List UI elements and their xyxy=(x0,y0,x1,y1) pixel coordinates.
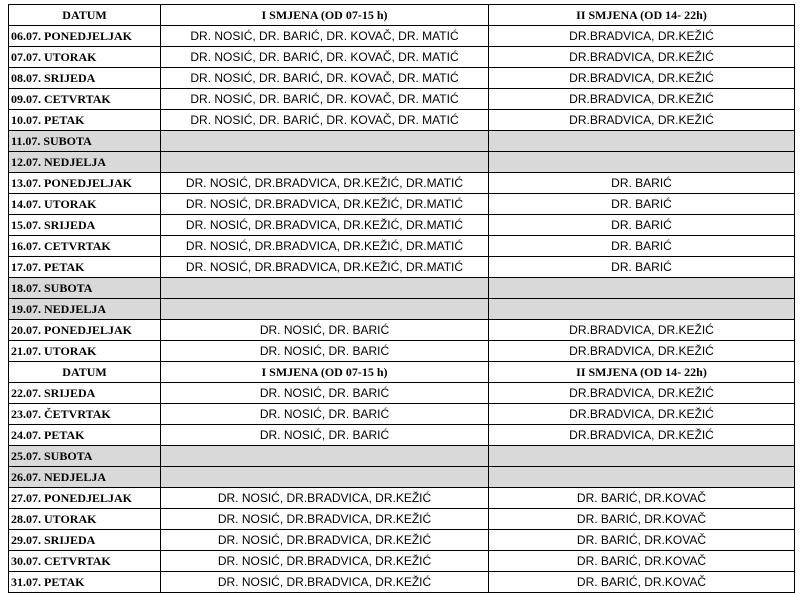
date-cell: 31.07. PETAK xyxy=(9,572,161,593)
date-cell: 13.07. PONEDJELJAK xyxy=(9,173,161,194)
second-shift-cell: DR.BRADVICA, DR.KEŽIĆ xyxy=(489,320,795,341)
table-row xyxy=(9,320,795,341)
table-row xyxy=(9,68,795,89)
first-shift-cell: DR. NOSIĆ, DR. BARIĆ, DR. KOVAČ, DR. MATIĆ xyxy=(161,26,489,47)
column-header-date: DATUM xyxy=(9,5,161,26)
first-shift-cell xyxy=(161,278,489,299)
table-row xyxy=(9,404,795,425)
first-shift-cell xyxy=(161,131,489,152)
date-cell: 17.07. PETAK xyxy=(9,257,161,278)
weekend-row xyxy=(9,299,795,320)
date-cell: 06.07. PONEDJELJAK xyxy=(9,26,161,47)
schedule-body xyxy=(9,5,795,593)
date-cell: 10.07. PETAK xyxy=(9,110,161,131)
column-header-date: DATUM xyxy=(9,362,161,383)
first-shift-cell: DR. NOSIĆ, DR. BARIĆ, DR. KOVAČ, DR. MATIĆ xyxy=(161,47,489,68)
second-shift-cell xyxy=(489,152,795,173)
date-cell: 25.07. SUBOTA xyxy=(9,446,161,467)
table-row xyxy=(9,530,795,551)
date-cell: 21.07. UTORAK xyxy=(9,341,161,362)
second-shift-cell: DR. BARIĆ xyxy=(489,215,795,236)
date-cell: 08.07. SRIJEDA xyxy=(9,68,161,89)
date-cell: 29.07. SRIJEDA xyxy=(9,530,161,551)
second-shift-cell: DR. BARIĆ, DR.KOVAČ xyxy=(489,530,795,551)
date-cell: 09.07. CETVRTAK xyxy=(9,89,161,110)
date-cell: 30.07. CETVRTAK xyxy=(9,551,161,572)
first-shift-cell: DR. NOSIĆ, DR.BRADVICA, DR.KEŽIĆ xyxy=(161,488,489,509)
second-shift-cell: DR. BARIĆ xyxy=(489,173,795,194)
second-shift-cell: DR. BARIĆ, DR.KOVAČ xyxy=(489,488,795,509)
second-shift-cell: DR. BARIĆ xyxy=(489,257,795,278)
table-row xyxy=(9,89,795,110)
first-shift-cell: DR. NOSIĆ, DR.BRADVICA, DR.KEŽIĆ xyxy=(161,551,489,572)
date-cell: 19.07. NEDJELJA xyxy=(9,299,161,320)
table-row xyxy=(9,572,795,593)
date-cell: 22.07. SRIJEDA xyxy=(9,383,161,404)
second-shift-cell xyxy=(489,131,795,152)
first-shift-cell: DR. NOSIĆ, DR.BRADVICA, DR.KEŽIĆ xyxy=(161,509,489,530)
second-shift-cell xyxy=(489,467,795,488)
table-row xyxy=(9,194,795,215)
column-header-shift-2: II SMJENA (OD 14- 22h) xyxy=(489,5,795,26)
second-shift-cell xyxy=(489,278,795,299)
second-shift-cell: DR.BRADVICA, DR.KEŽIĆ xyxy=(489,383,795,404)
table-row xyxy=(9,236,795,257)
date-cell: 07.07. UTORAK xyxy=(9,47,161,68)
second-shift-cell: DR. BARIĆ, DR.KOVAČ xyxy=(489,509,795,530)
weekend-row xyxy=(9,467,795,488)
table-row xyxy=(9,173,795,194)
first-shift-cell: DR. NOSIĆ, DR. BARIĆ, DR. KOVAČ, DR. MATIĆ xyxy=(161,110,489,131)
second-shift-cell: DR.BRADVICA, DR.KEŽIĆ xyxy=(489,110,795,131)
first-shift-cell xyxy=(161,446,489,467)
table-row xyxy=(9,425,795,446)
second-shift-cell: DR. BARIĆ, DR.KOVAČ xyxy=(489,551,795,572)
date-cell: 23.07. ČETVRTAK xyxy=(9,404,161,425)
second-shift-cell: DR.BRADVICA, DR.KEŽIĆ xyxy=(489,425,795,446)
table-row xyxy=(9,551,795,572)
table-row xyxy=(9,341,795,362)
weekend-row xyxy=(9,131,795,152)
table-row xyxy=(9,383,795,404)
weekend-row xyxy=(9,278,795,299)
first-shift-cell: DR. NOSIĆ, DR. BARIĆ xyxy=(161,425,489,446)
first-shift-cell: DR. NOSIĆ, DR. BARIĆ xyxy=(161,320,489,341)
date-cell: 27.07. PONEDJELJAK xyxy=(9,488,161,509)
second-shift-cell: DR. BARIĆ, DR.KOVAČ xyxy=(489,572,795,593)
first-shift-cell: DR. NOSIĆ, DR. BARIĆ, DR. KOVAČ, DR. MATIĆ xyxy=(161,68,489,89)
second-shift-cell xyxy=(489,299,795,320)
second-shift-cell: DR.BRADVICA, DR.KEŽIĆ xyxy=(489,26,795,47)
weekend-row xyxy=(9,152,795,173)
first-shift-cell: DR. NOSIĆ, DR. BARIĆ xyxy=(161,404,489,425)
column-header-row xyxy=(9,362,795,383)
date-cell: 16.07. CETVRTAK xyxy=(9,236,161,257)
date-cell: 14.07. UTORAK xyxy=(9,194,161,215)
table-row xyxy=(9,110,795,131)
second-shift-cell: DR. BARIĆ xyxy=(489,236,795,257)
date-cell: 15.07. SRIJEDA xyxy=(9,215,161,236)
date-cell: 20.07. PONEDJELJAK xyxy=(9,320,161,341)
date-cell: 18.07. SUBOTA xyxy=(9,278,161,299)
column-header-shift-1: I SMJENA (OD 07-15 h) xyxy=(161,362,489,383)
first-shift-cell xyxy=(161,467,489,488)
table-row xyxy=(9,47,795,68)
first-shift-cell: DR. NOSIĆ, DR.BRADVICA, DR.KEŽIĆ, DR.MATIĆ xyxy=(161,236,489,257)
second-shift-cell: DR.BRADVICA, DR.KEŽIĆ xyxy=(489,404,795,425)
column-header-shift-1: I SMJENA (OD 07-15 h) xyxy=(161,5,489,26)
first-shift-cell xyxy=(161,152,489,173)
first-shift-cell: DR. NOSIĆ, DR. BARIĆ xyxy=(161,383,489,404)
column-header-shift-2: II SMJENA (OD 14- 22h) xyxy=(489,362,795,383)
table-row xyxy=(9,257,795,278)
table-row xyxy=(9,26,795,47)
first-shift-cell: DR. NOSIĆ, DR.BRADVICA, DR.KEŽIĆ, DR.MATIĆ xyxy=(161,194,489,215)
second-shift-cell: DR. BARIĆ xyxy=(489,194,795,215)
table-row xyxy=(9,488,795,509)
second-shift-cell xyxy=(489,446,795,467)
first-shift-cell: DR. NOSIĆ, DR.BRADVICA, DR.KEŽIĆ xyxy=(161,530,489,551)
first-shift-cell xyxy=(161,299,489,320)
shift-schedule-table xyxy=(8,4,795,593)
first-shift-cell: DR. NOSIĆ, DR. BARIĆ, DR. KOVAČ, DR. MATIĆ xyxy=(161,89,489,110)
first-shift-cell: DR. NOSIĆ, DR.BRADVICA, DR.KEŽIĆ, DR.MATIĆ xyxy=(161,173,489,194)
first-shift-cell: DR. NOSIĆ, DR.BRADVICA, DR.KEŽIĆ, DR.MATIĆ xyxy=(161,215,489,236)
table-row xyxy=(9,215,795,236)
second-shift-cell: DR.BRADVICA, DR.KEŽIĆ xyxy=(489,47,795,68)
table-row xyxy=(9,509,795,530)
date-cell: 28.07. UTORAK xyxy=(9,509,161,530)
date-cell: 26.07. NEDJELJA xyxy=(9,467,161,488)
weekend-row xyxy=(9,446,795,467)
first-shift-cell: DR. NOSIĆ, DR. BARIĆ xyxy=(161,341,489,362)
date-cell: 11.07. SUBOTA xyxy=(9,131,161,152)
column-header-row xyxy=(9,5,795,26)
second-shift-cell: DR.BRADVICA, DR.KEŽIĆ xyxy=(489,341,795,362)
first-shift-cell: DR. NOSIĆ, DR.BRADVICA, DR.KEŽIĆ, DR.MATIĆ xyxy=(161,257,489,278)
date-cell: 24.07. PETAK xyxy=(9,425,161,446)
date-cell: 12.07. NEDJELJA xyxy=(9,152,161,173)
second-shift-cell: DR.BRADVICA, DR.KEŽIĆ xyxy=(489,89,795,110)
second-shift-cell: DR.BRADVICA, DR.KEŽIĆ xyxy=(489,68,795,89)
first-shift-cell: DR. NOSIĆ, DR.BRADVICA, DR.KEŽIĆ xyxy=(161,572,489,593)
